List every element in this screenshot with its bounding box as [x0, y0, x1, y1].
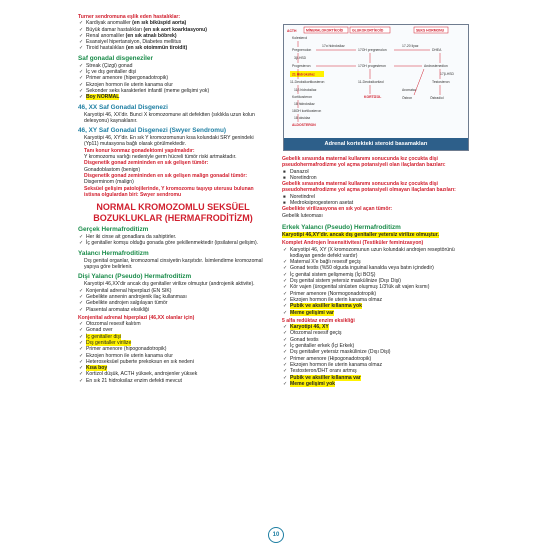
xy-red-4: Seksüel gelişim patolojilerinde, Y kromozomu taşıyıp uterusu bulunan istisna olgulardan biri: Swyer sendromu	[84, 185, 254, 198]
list-item: ✓ Dış genitaller virilize	[78, 340, 268, 346]
steroid-pathway-figure	[283, 24, 469, 151]
list-item: ✓ Streak (Çizgi) gonad	[78, 63, 268, 69]
label-17oh-pregnenolon: 17OH pregnenolon	[358, 48, 387, 52]
label-ostron: Östron	[402, 96, 413, 100]
page-number: 10	[268, 527, 284, 543]
xy-red-2: Disgenetik gonad zemininden en sık gelişen tümör:	[84, 160, 209, 167]
label-11b-hidroksilaz: 11β hidroksilaz	[294, 88, 317, 92]
saf-heading: Saf gonadal disgenezi̇ler	[78, 54, 153, 62]
label-kortizol: KORTİZOL	[364, 95, 382, 99]
section-title: NORMAL KROMOZOMLU SEKSÜEL BOZUKLUKLAR (HERMAFRODİTİZM)	[93, 202, 253, 223]
label-18-hidroksilaz: 18 hidroksilaz	[294, 102, 315, 106]
geb3-text: Gebelik luteoması	[282, 212, 323, 219]
geb1-heading: Gebelik sırasında maternal kullanımı sonucunda kız çocukta dişi pseudohermafrodizme yol açma potansiyeli olan ilaçlardan bazıları:	[282, 156, 446, 169]
turner-heading: Turner sendromuna eşlik eden hastalıklar:	[78, 14, 181, 20]
xx-heading: 46, XX Saf Gonadal Disgenezi	[78, 103, 168, 111]
list-item: ✓ Heteroseksüel puberte prekoksun en sık nedeni	[78, 359, 268, 365]
xy-text-2: Y kromozomu varlığı nedeniyle germ hücreli tümör riski artmaktadır.	[84, 154, 237, 161]
xy-text-3: Gonadoblastom (benign)	[84, 166, 141, 173]
list-item: ✓ Kısa boy	[78, 365, 268, 371]
list-item: ✓ Kortizol düşük, ACTH yüksek, androjenler yüksek	[78, 371, 268, 377]
list-item: ✓ Karyotipi 46, XY (X kromozomunun uzun kolundaki androjen reseptörünü kodlayan gende defekt vardır)	[282, 247, 472, 260]
list-item: ✓ Gebelikte androjen salgılayan tümör	[78, 300, 268, 306]
label-ostradiol: Östradiol	[430, 96, 444, 100]
kah-heading: Konjenital adrenal hiperplazi (46,XX olanlar için)	[78, 314, 195, 321]
list-item: ✓ Testosteron/DHT oranı artmış	[282, 368, 472, 374]
list-item: ✓ Dış genital sistem yetersiz maskülinize (Dışı Dişi)	[282, 278, 472, 284]
alfa-heading: 5 alfa redüktaz enzim eksikliği	[282, 317, 355, 324]
xx-text: Karyotipi 46, XX'dir. Bunci X kromozomune ait defektten (sıklıkla uzun kolun delesyonu) kaynaklanır.	[84, 111, 255, 124]
geb3-heading: Gebelikte virilizasyona en sık yol açan tümör:	[282, 206, 393, 213]
label-testosteron: Testosteron	[432, 80, 450, 84]
list-item: ✓ Dış genitaller yetersiz maskülinize (Dışı Dişi)	[282, 349, 472, 355]
right-column	[282, 156, 472, 387]
list-item: ✓ Ekzojen hormon ile uterin kanama olmaz	[282, 362, 472, 368]
list-item: ✓ Kör vajen (ürogenital sinüsten oluşmuş 1/3'lük alt vajen kısmı)	[282, 284, 472, 290]
erkek-heading: Erkek Yalancı (Pseudo) Hermafroditizm	[282, 223, 401, 231]
label-androstenedion: Androstenedion	[424, 64, 448, 68]
label-21-hidroksilaz: 21 Hidroksilaz	[292, 72, 315, 77]
label-17-20-liyaz: 17-20 liyaz	[402, 44, 419, 48]
list-item: ■ Noretindron	[282, 175, 472, 181]
list-item: ✓ Primer amenore (hipergonadotropik)	[78, 75, 268, 81]
gercek-heading: Gerçek Hermafroditizm	[78, 226, 149, 234]
label-18oh-kortikosteron: 18OH kortikosteron	[292, 109, 322, 113]
erkek-text: Karyotipi 46,XY'dir. ancak dış genitaller yetersiz virilize olmuştur.	[282, 231, 439, 238]
yalanci-text: Dış genital organlar, kromozomal cinsiyetin karşıtıdır. İsimlendirme kromozomal yapıya göre belirlenir.	[84, 257, 263, 271]
figure-caption: Adrenal kortekteki steroid basamakları	[284, 138, 468, 150]
list-item: ✓ Primer amenore (Normogonadotropik)	[282, 291, 472, 297]
left-column	[78, 14, 268, 384]
list-item: ✓ Her iki cinse ait gonadlara da sahiptirler.	[78, 234, 268, 240]
list-item: ✓ Primer amenore (Hipogonadotropik)	[282, 356, 472, 362]
disi-heading: Dişi Yalancı (Pseudo) Hermafroditizm	[78, 273, 192, 281]
xy-red-1: Tanı konur konmaz gonadektomi yapılmalıdır:	[84, 147, 195, 154]
list-item: ✓ Ekzojen hormon ile uterin kanama olur	[78, 353, 268, 359]
geb2-heading: Gebelik sırasında maternal kullanımı sonucunda kız çocukta dişi pseudohermafrodizme yol açma potansiyeli olmayan ilaçlardan bazıları:	[282, 181, 456, 194]
label-11-deoksikortizol: 11-Deoksikortizol	[358, 80, 384, 84]
list-item: ✓ Renal anomaliler (en sık atnalı böbrek)	[78, 33, 268, 39]
list-item: ■ Danazol	[282, 169, 472, 175]
list-item: ✓ Sekonder seks karakterleri infantil (meme gelişimi yok)	[78, 88, 268, 94]
label-17a-hidroksilaz: 17α hidroksilaz	[322, 44, 345, 48]
list-item: ✓ İç genital sistem gelişmemiş (İçi BOŞ)	[282, 272, 472, 278]
label-dhea: DHEA	[432, 48, 442, 52]
list-item: ✓ Pubik ve aksiller kıllanma yok	[282, 303, 472, 309]
xy-red-3: Disgenetik gonad zemininden en sık gelişen malign gonadal tümör:	[84, 172, 248, 179]
label-17b-hsd: 17β-HSD	[440, 72, 455, 76]
list-item: ✓ Esansiyel hipertansiyon, Diabetes mellitus	[78, 39, 268, 45]
list-item: ✓ Otozomal resesif geçiş	[282, 330, 472, 336]
list-item: ✓ Primer amenore (hipogonadotropik)	[78, 346, 268, 352]
list-item: ✓ Ekzojen hormon ile uterin kanama olur	[78, 82, 268, 88]
list-item: ✓ Tiroid hastalıkları (en sık otoimmün tiroidit)	[78, 45, 268, 51]
list-item: ✓ Pubik ve aksiller kıllanma var	[282, 375, 472, 381]
yalanci-heading: Yalancı Hermafroditizm	[78, 249, 149, 257]
list-item: ✓ Kardiyak anomaliler (en sık biküspid aorta)	[78, 20, 268, 26]
label-seks-hormonu: SEKS HORMONU	[416, 28, 445, 33]
list-item: ✓ Gebelikte annenin androjenik ilaç kullanması	[78, 294, 268, 300]
label-aldosteron: ALDOSTERON	[292, 123, 316, 127]
list-item: ■ Noretindrel	[282, 194, 472, 200]
list-item: ✓ İç ve dış genitaller dişi	[78, 69, 268, 75]
list-item: ✓ İç genitaller erkek (İçi Erkek)	[282, 343, 472, 349]
disi-text: Karyotipi 46,XX'dir ancak dış genitaller virilize olmuştur (androjenik aktivite).	[84, 281, 255, 288]
list-item: ✓ Maternal X'e bağlı resesif geçiş	[282, 259, 472, 265]
list-item: ✓ Otozomal resesif kalıtım	[78, 321, 268, 327]
label-11-deoksikortikosteron: 11-Deoksikortikosteron	[290, 80, 325, 84]
label-progesteron: Progesteron	[292, 64, 311, 68]
label-acth: ACTH	[287, 29, 297, 33]
kai-heading: Komplet Androjen İnsensitivitesi (Testiküler feminizasyon)	[282, 240, 424, 247]
xy-text: Karyotipi 46, XY'dir. En sık Y kromozomunun kısa kolundaki SRY genindeki (Yp11) mutasyona bağlı olarak görülmektedir.	[84, 135, 254, 148]
xy-text-4: Disgerminom (malign)	[84, 179, 134, 186]
label-glukokortikoid: GLUKOKORTİKOİD	[352, 28, 384, 33]
list-item: ✓ İç genitaller dişi	[78, 334, 268, 340]
label-kortikosteron: Kortikosteron	[292, 95, 312, 99]
list-item: ✓ Meme gelişimi var	[282, 310, 472, 316]
label-17oh-progesteron: 17OH progesteron	[358, 64, 386, 68]
label-mineralokortikoid: MİNERALOKORTİKOİD	[306, 28, 344, 33]
list-item: ✓ Ekzojen hormon ile uterin kanama olmaz	[282, 297, 472, 303]
label-pregnenolon: Pregnenolon	[292, 48, 312, 52]
list-item: ✓ Gonad over	[78, 327, 268, 333]
list-item: ✓ İç genitaller komşu olduğu gonada göre şekillenmektedir (ipsilateral gelişim).	[78, 240, 268, 246]
label-3b-hsd: 3β-HSD	[294, 56, 307, 60]
list-item: ✓ Konjenital adrenal hiperplazi (EN SIK)	[78, 288, 268, 294]
list-item: ✓ Gonad testis	[282, 337, 472, 343]
label-kolesterol: Kolesterol	[292, 36, 308, 40]
list-item: ✓ Karyotipi 46, XY	[282, 324, 472, 330]
list-item: ■ Medroksiprogesteron asetat	[282, 200, 472, 206]
xy-heading: 46, XY Saf Gonadal Disgenezi (Swyer Sendromu)	[78, 127, 226, 135]
list-item: ✓ Boy NORMAL	[78, 94, 268, 100]
list-item: ✓ Gonad testis (%50 olguda inguinal kanalda veya batın içindedir)	[282, 265, 472, 271]
list-item: ✓ Meme gelişimi yok	[282, 381, 472, 387]
label-18-oksidaz: 18 oksidaz	[294, 116, 311, 120]
label-aromataz: Aromataz	[402, 88, 417, 92]
list-item: ✓ En sık 21 hidroksilaz enzim defekti mevcut	[78, 378, 268, 384]
list-item: ✓ Büyük damar hastalıkları (en sık aort koarktasyonu)	[78, 27, 268, 33]
list-item: ✓ Plasental aromataz eksikliği	[78, 307, 268, 313]
